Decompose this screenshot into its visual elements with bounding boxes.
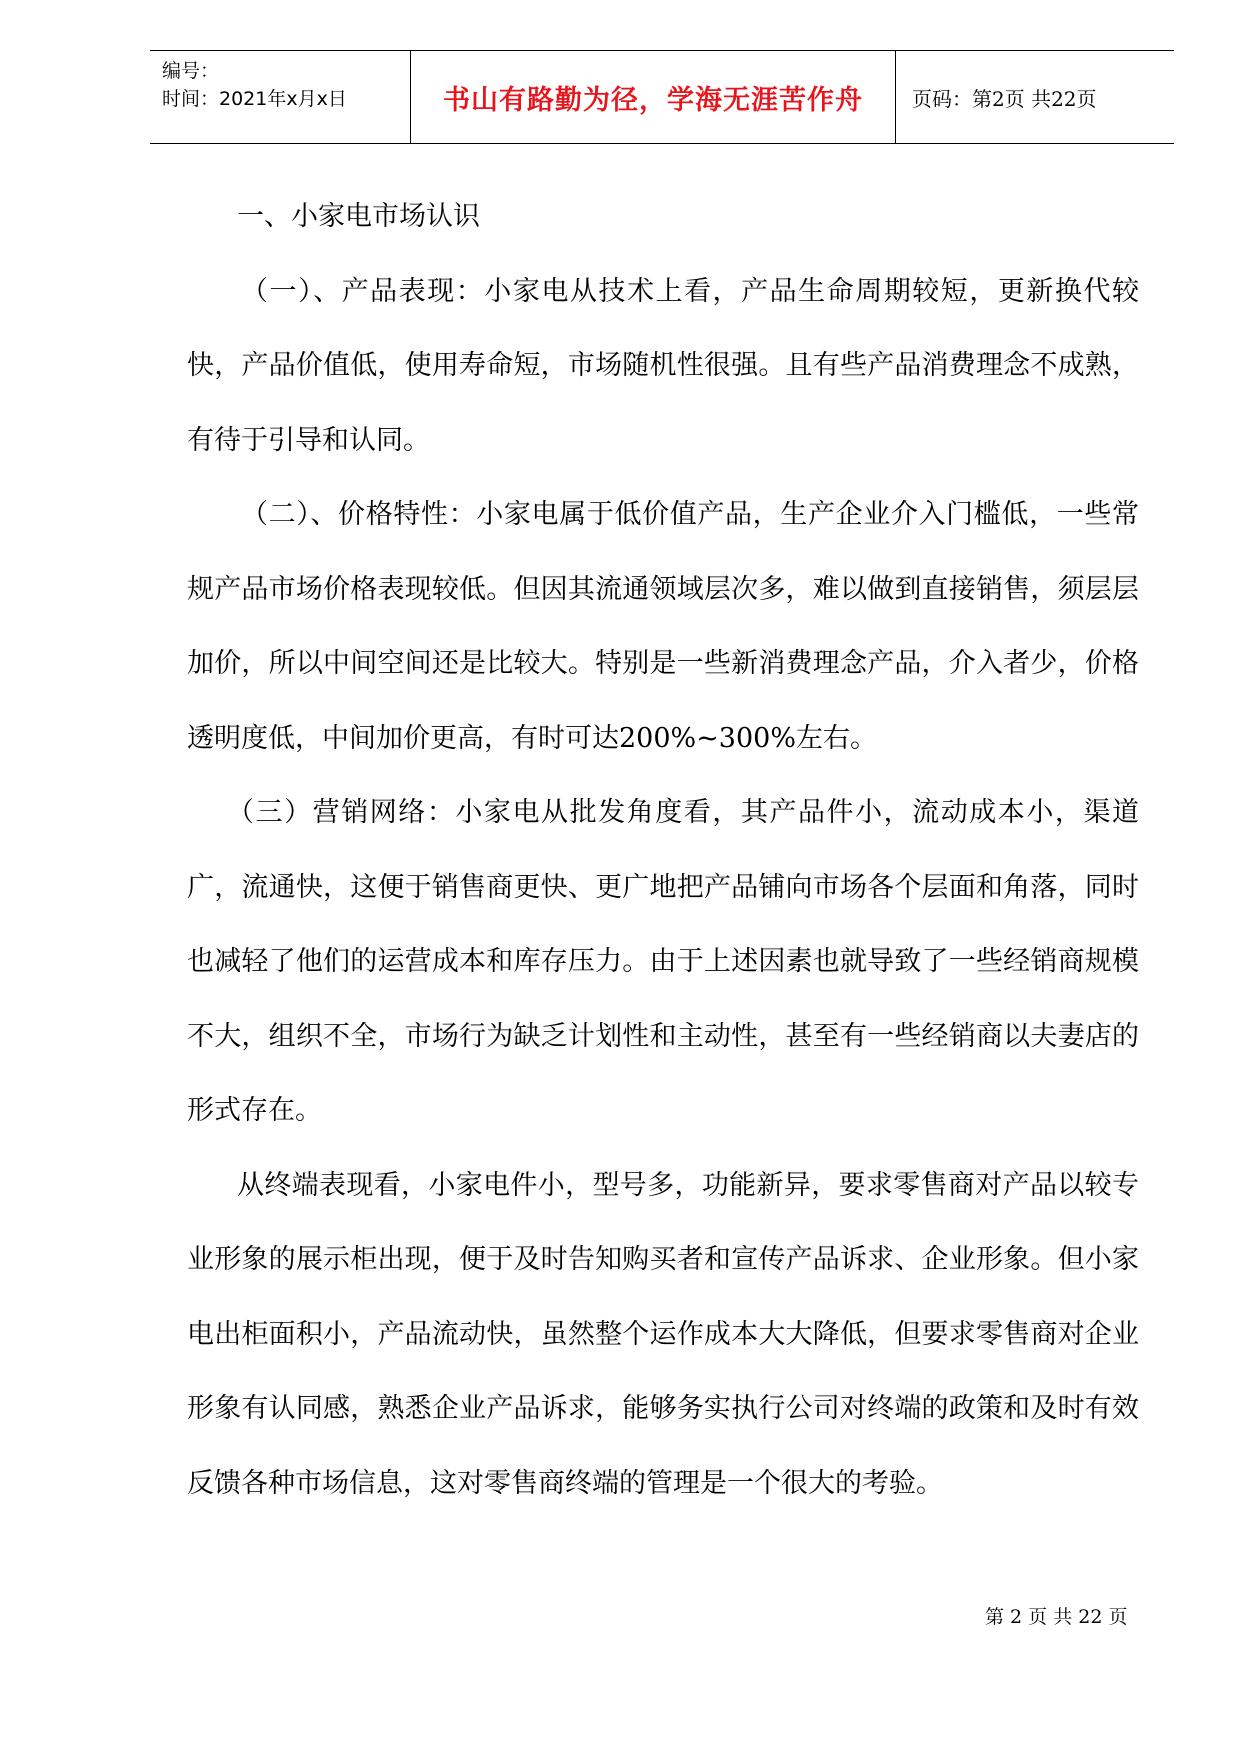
paragraph-marketing-network: （三）营销网络：小家电从批发角度看，其产品件小，流动成本小，渠道广，流通快，这便于销售商更快、更广地把产品铺向市场各个层面和角落，同时也减轻了他们的运营成本和库存压力。由于上述因素也就导致了一些经销商规模不大，组织不全，市场行为缺乏计划性和主动性，甚至有一些经销商以夫妻店的形式存在。 [187, 797, 1139, 1126]
paragraph-terminal-performance: 从终端表现看，小家电件小，型号多，功能新异，要求零售商对产品以较专业形象的展示柜出现，便于及时告知购买者和宣传产品诉求、企业形象。但小家电出柜面积小，产品流动快，虽然整个运作成本大大降低，但要求零售商对企业形象有认同感，熟悉企业产品诉求，能够务实执行公司对终端的政策和及时有效反馈各种市场信息，这对零售商终端的管理是一个很大的考验。 [187, 1169, 1139, 1499]
header-info-cell [150, 51, 411, 143]
document-number-label: 编号： [162, 60, 220, 82]
page-footer: 第 2 页 共 22 页 [985, 1606, 1128, 1628]
header-motto: 书山有路勤为径，学海无涯苦作舟 [443, 84, 863, 116]
document-time-label: 时间：2021年x月x日 [162, 88, 347, 110]
section-heading: 一、小家电市场认识 [237, 201, 480, 232]
header-motto-cell [411, 51, 896, 143]
paragraph-price-characteristics: （二）、价格特性：小家电属于低价值产品，生产企业介入门槛低，一些常规产品市场价格表现较低。但因其流通领域层次多，难以做到直接销售，须层层加价，所以中间空间还是比较大。特别是一些新消费理念产品，介入者少，价格透明度低，中间加价更高，有时可达200%~300%左右。 [187, 499, 1139, 754]
document-body [187, 180, 1139, 1521]
paragraph-product-performance: （一）、产品表现：小家电从技术上看，产品生命周期较短，更新换代较快，产品价值低，使用寿命短，市场随机性很强。且有些产品消费理念不成熟，有待于引导和认同。 [187, 275, 1139, 456]
header-page-cell [896, 51, 1174, 143]
page-header [150, 50, 1174, 144]
header-page-code: 页码：第2页 共22页 [912, 86, 1097, 111]
